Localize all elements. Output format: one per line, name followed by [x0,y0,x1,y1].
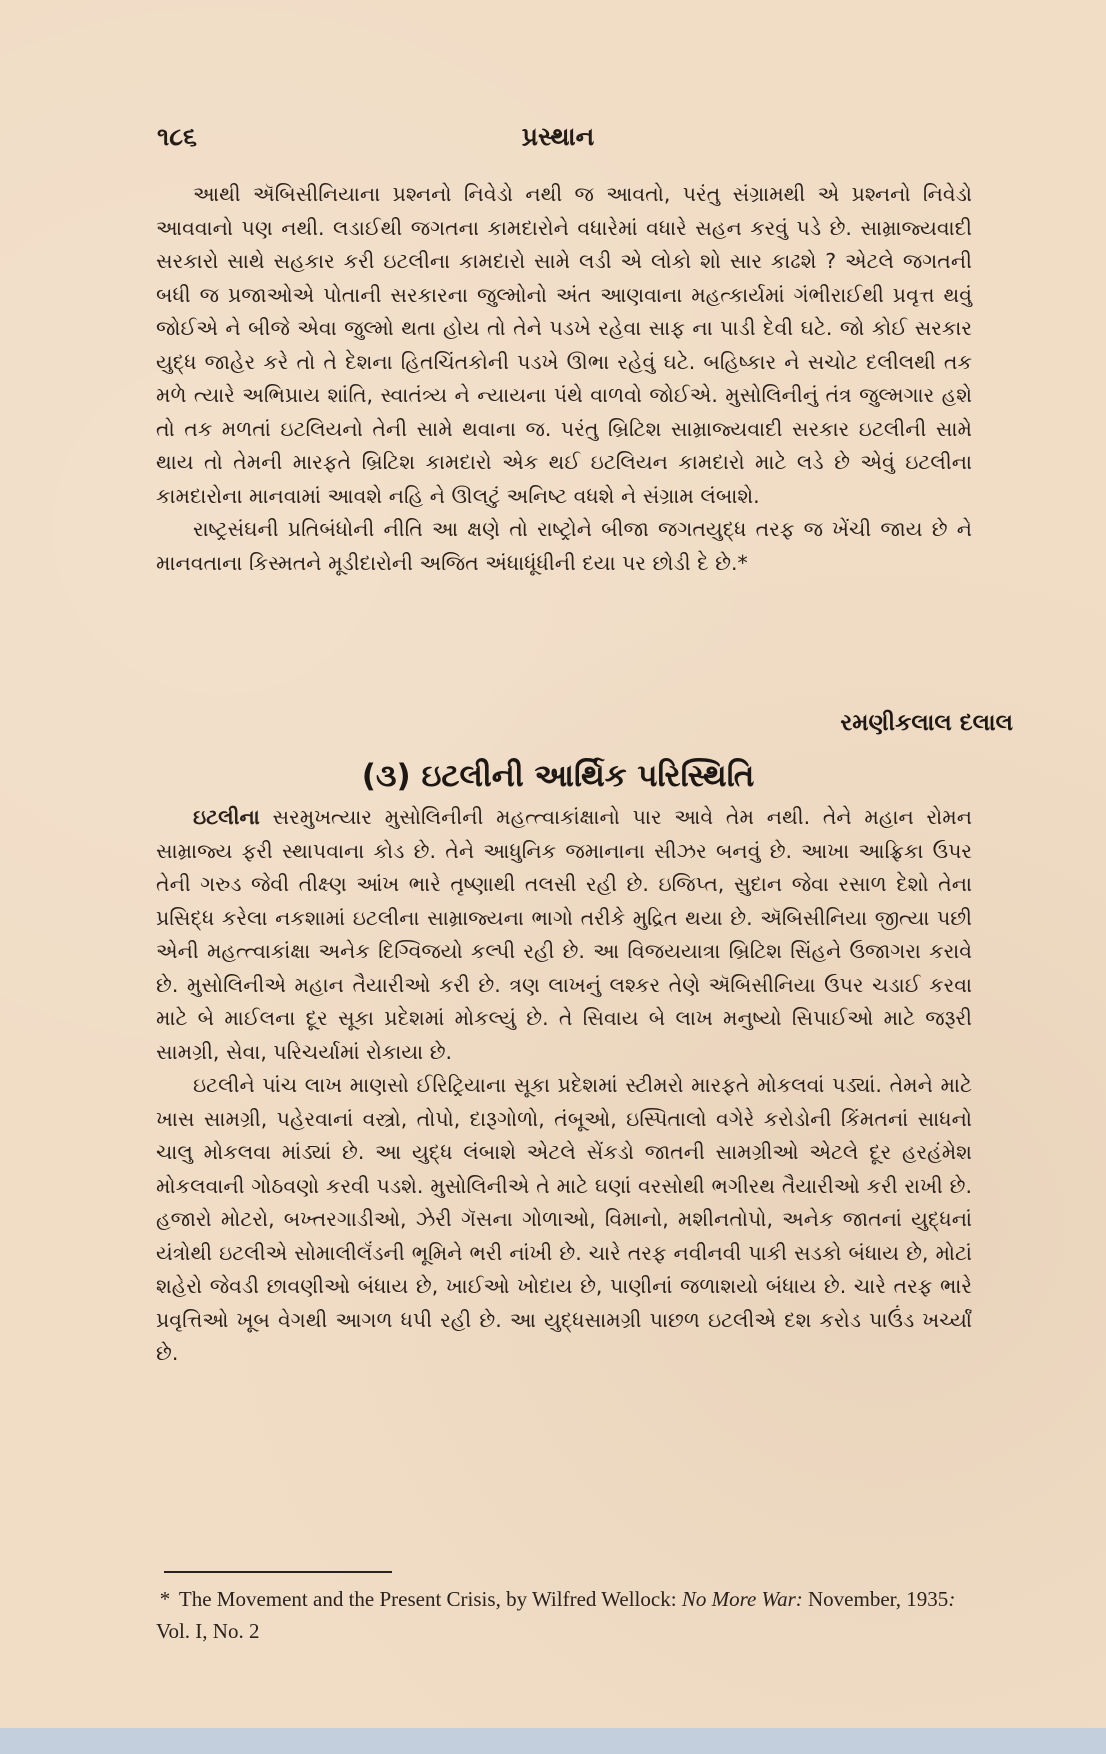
section-heading: (૩) ઇટલીની આર્થિક પરિસ્થિતિ [361,758,755,794]
article-body [156,801,972,1371]
footnote-text: November, 1935 [808,1587,949,1611]
footnote-rule [164,1571,392,1573]
footnote [156,1583,972,1647]
paragraph: આથી ઍબિસીનિયાના પ્રશ્નનો નિવેડો નથી જ આવતો, પરંતુ સંગ્રામથી એ પ્રશ્નનો નિવેડો આવવાનો પણ નથી. લડાઈથી જગતના કામદારોને વધારેમાં વધારે સહન કરવું પડે છે. સામ્રાજ્યવાદી સરકારો સાથે સહકાર કરી ઇટલીના કામદારો સામે લડી એ લોકો શો સાર કાઢશે ? એટલે જગતની બધી જ પ્રજાઓએ પોતાની સરકારના જુલ્મોનો અંત આણવાના મહત્કાર્યમાં ગંભીરાઈથી પ્રવૃત્ત થવું જોઈએ ને બીજે એવા જુલ્મો થતા હોય તો તેને પડખે રહેવા સાફ ના પાડી દેવી ઘટે. જો કોઈ સરકાર યુદ્ધ જાહેર કરે તો તે દેશના હિતચિંતકોની પડખે ઊભા રહેવું ઘટે. બહિષ્કાર ને સચોટ દલીલથી તક મળે ત્યારે અભિપ્રાય શાંતિ, સ્વાતંત્ર્ય ને ન્યાયના પંથે વાળવો જોઈએ. મુસોલિનીનું તંત્ર જુલ્મગાર હશે તો તક મળતાં ઇટલિયનો તેની સામે થવાના જ. પરંતુ બ્રિટિશ સામ્રાજ્યવાદી સરકાર ઇટલીની સામે થાય તો તેમની મારફતે બ્રિટિશ કામદારો એક થઈ ઇટલિયન કામદારો માટે લડે છે એવું ઇટલીના કામદારોના માનવામાં આવશે નહિ ને ઊલટું અનિષ્ટ વધશે ને સંગ્રામ લંબાશે. [156,182,972,508]
footnote-italic: No More War: [681,1587,803,1611]
footnote-italic: : [948,1587,956,1611]
paragraph [156,801,972,1069]
paragraph-text: સરમુખત્યાર મુસોલિનીની મહત્ત્વાકાંક્ષાનો પાર આવે તેમ નથી. તેને મહાન રોમન સામ્રાજ્ય ફરી સ્થાપવાના કોડ છે. તેને આધુનિક જમાનાના સીઝર બનવું છે. આખા આફ્રિકા ઉપર તેની ગરુડ જેવી તીક્ષ્ણ આંખ ભારે તૃષ્ણાથી તલસી રહી છે. ઇજિપ્ત, સુદાન જેવા રસાળ દેશો તેના પ્રસિદ્ધ કરેલા નકશામાં ઇટલીના સામ્રાજ્યના ભાગો તરીકે મુદ્રિત થયા છે. ઍબિસીનિયા જીત્યા પછી એની મહત્ત્વાકાંક્ષા અનેક દિગ્વિજયો કલ્પી રહી છે. આ વિજયયાત્રા બ્રિટિશ સિંહને ઉજાગરા કરાવે છે. મુસોલિનીએ મહાન તૈયારીઓ કરી છે. ત્રણ લાખનું લશ્કર તેણે ઍબિસીનિયા ઉપર ચડાઈ કરવા માટે બે માઈલના દૂર સૂકા પ્રદેશમાં મોકલ્યું છે. તે સિવાય બે લાખ મનુષ્યો સિપાઈઓ માટે જરૂરી સામગ્રી, સેવા, પરિચર્યામાં રોકાયા છે. [156,805,972,1064]
footnote-marker: * [159,1587,171,1611]
running-head [157,122,959,156]
paragraph: રાષ્ટ્રસંઘની પ્રતિબંધોની નીતિ આ ક્ષણે તો રાષ્ટ્રોને બીજા જગતયુદ્ધ તરફ જ ખેંચી જાય છે ને માનવતાના કિસ્મતને મૂડીદારોની અજિત અંધાધૂંધીની દયા પર છોડી દે છે.* [156,517,972,575]
paragraph: ઇટલીને પાંચ લાખ માણસો ઈરિટ્રિયાના સૂકા પ્રદેશમાં સ્ટીમરો મારફતે મોકલવાં પડ્યાં. તેમને માટે ખાસ સામગ્રી, પહેરવાનાં વસ્ત્રો, તોપો, દારૂગોળો, તંબૂઓ, ઇસ્પિતાલો વગેરે કરોડોની કિંમતનાં સાધનો ચાલુ મોકલવા માંડ્યાં છે. આ યુદ્ધ લંબાશે એટલે સેંકડો જાતની સામગ્રીઓ એટલે દૂર હરહંમેશ મોકલવાની ગોઠવણો કરવી પડશે. મુસોલિનીએ તે માટે ઘણાં વરસોથી ભગીરથ તૈયારીઓ કરી રાખી છે. હજારો મોટરો, બખ્તરગાડીઓ, ઝેરી ગૅસના ગોળાઓ, વિમાનો, મશીનતોપો, અનેક જાતનાં યુદ્ધનાં યંત્રોથી ઇટલીએ સોમાલીલૅંડની ભૂમિને ભરી નાંખી છે. ચારે તરફ નવીનવી પાકી સડકો બંધાય છે, મોટાં શહેરો જેવડી છાવણીઓ બંધાય છે, ખાઈઓ ખોદાય છે, પાણીનાં જળાશયો બંધાય છે. ચારે તરફ ભારે પ્રવૃત્તિઓ ખૂબ વેગથી આગળ ધપી રહી છે. આ યુદ્ધસામગ્રી પાછળ ઇટલીએ દશ કરોડ પાઉંડ ખર્ચ્યાં છે. [156,1073,972,1365]
page-number: ૧૮૬ [157,122,198,151]
scan-edge [0,1728,1106,1754]
author-signature: રમણીકલાલ દલાલ [840,710,1013,736]
footnote-text: Vol. I, No. 2 [156,1619,260,1643]
lead-word: ઇટલીના [193,805,260,829]
article-continuation [156,178,972,580]
book-title: પ્રસ્થાન [521,122,595,151]
footnote-text: The Movement and the Present Crisis, by Wilfred Wellock: [178,1587,677,1611]
